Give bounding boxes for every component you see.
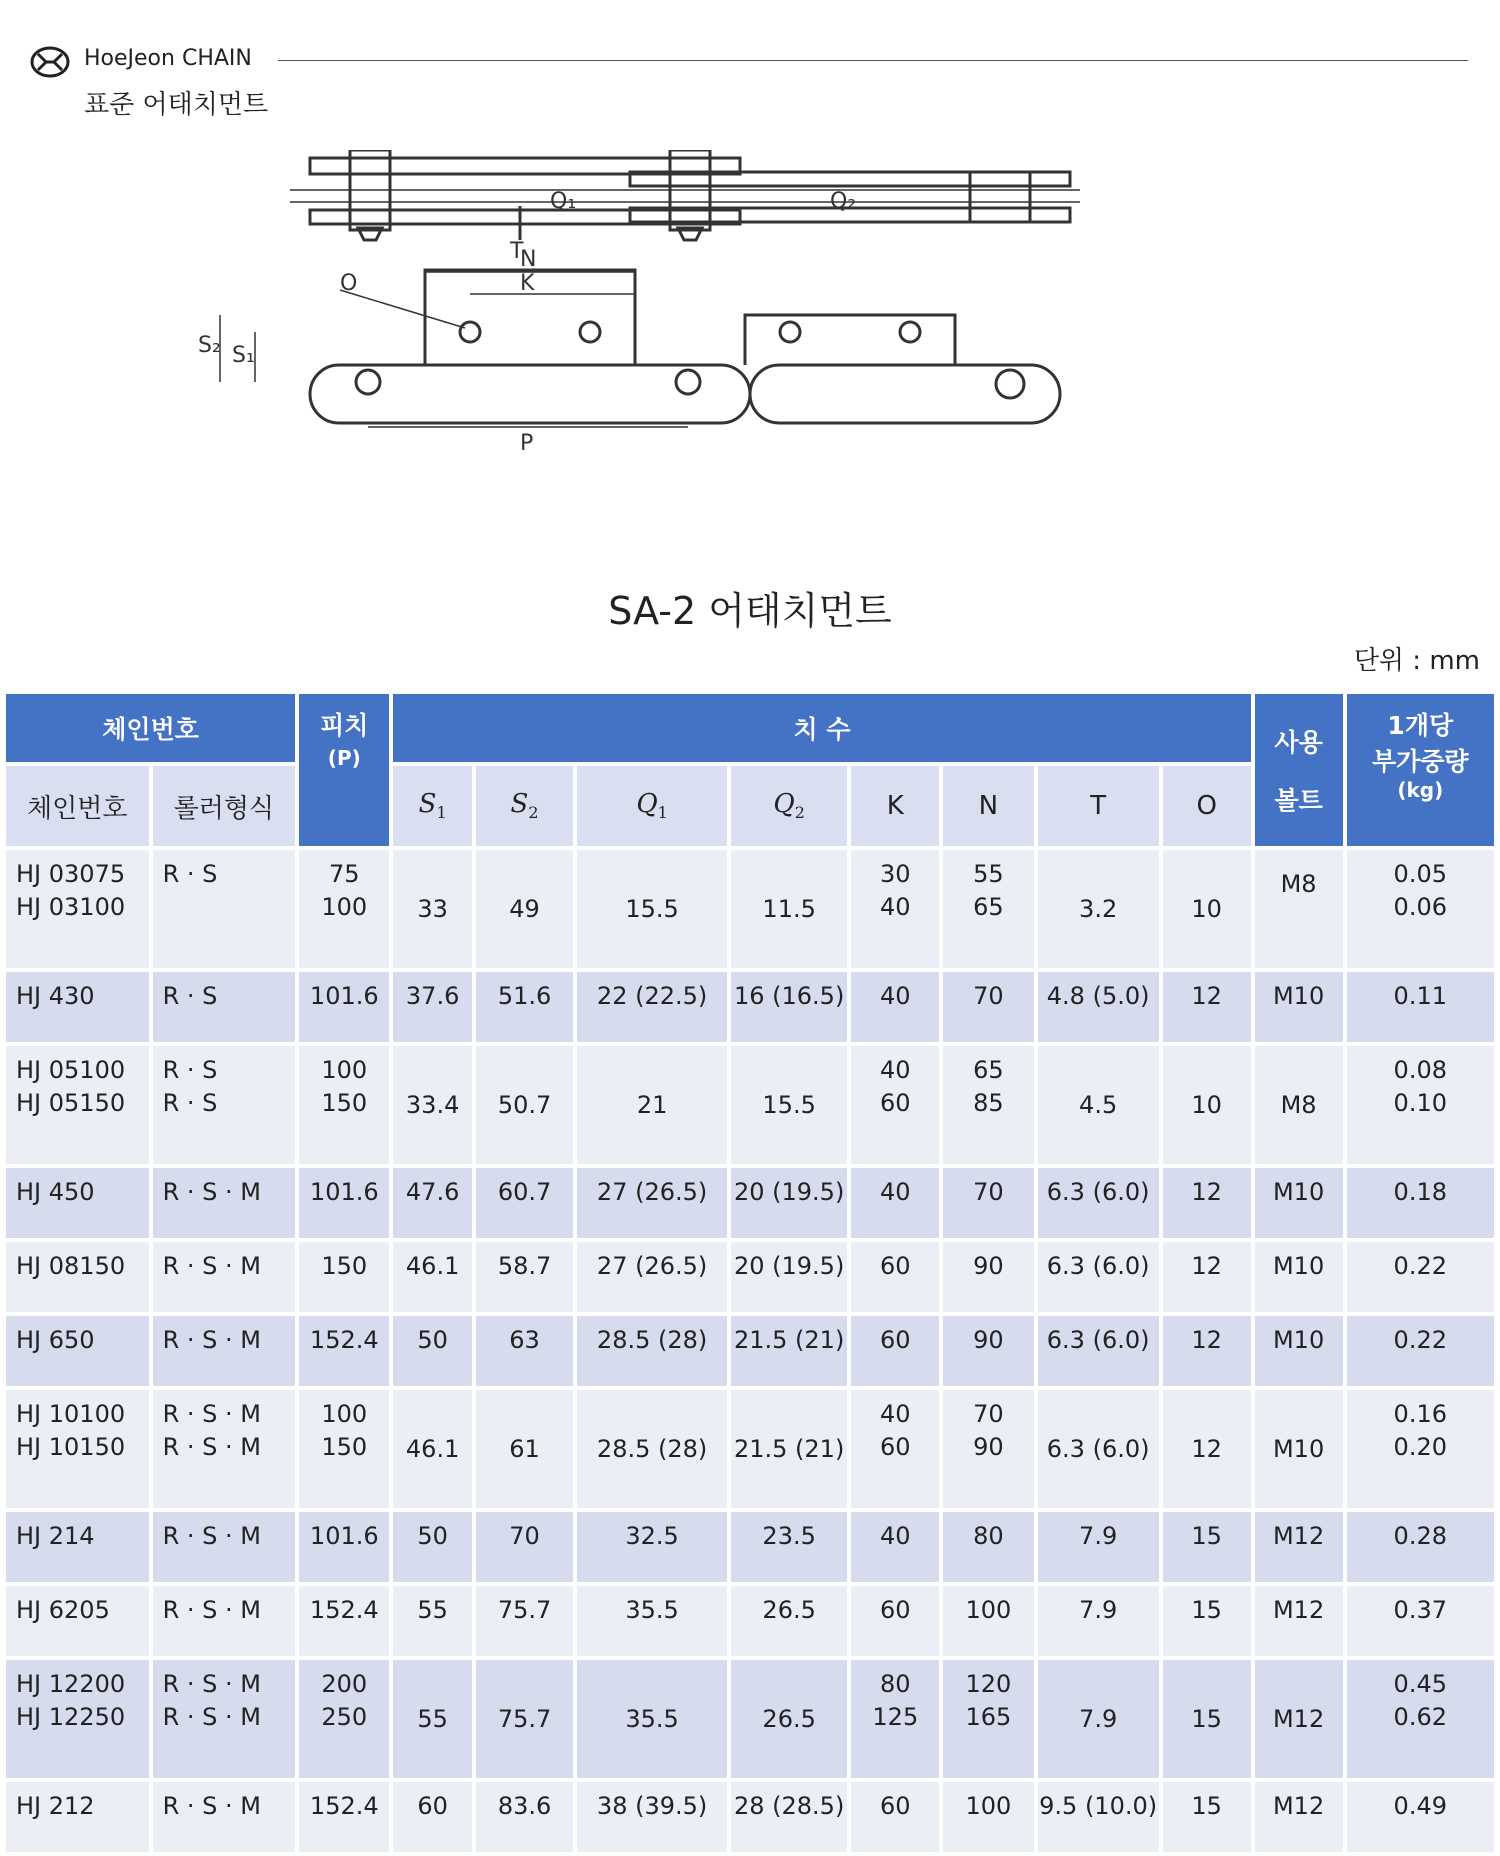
cell-pitch-line: 100 xyxy=(321,1400,368,1428)
cell-s2: 75.7 xyxy=(476,1586,573,1656)
cell-weight xyxy=(1347,1242,1494,1312)
cell-roller-line: R · S · M xyxy=(162,1252,261,1280)
table-row xyxy=(6,1660,1494,1778)
cell-chain-line: HJ 430 xyxy=(16,982,95,1010)
cell-q1: 21 xyxy=(577,1046,727,1164)
cell-q1: 32.5 xyxy=(577,1512,727,1582)
cell-chain xyxy=(6,1586,149,1656)
cell-weight xyxy=(1347,1512,1494,1582)
cell-t: 6.3 (6.0) xyxy=(1038,1390,1159,1508)
cell-pitch-line: 152.4 xyxy=(309,1596,379,1624)
table-row xyxy=(6,1782,1494,1852)
cell-roller xyxy=(153,1660,296,1778)
cell-roller-line: R · S xyxy=(162,1089,218,1117)
cell-pitch-line: 100 xyxy=(321,1056,368,1084)
cell-k-line: 40 xyxy=(880,1056,911,1084)
cell-roller-line: R · S · M xyxy=(162,1400,261,1428)
cell-bolt: M12 xyxy=(1255,1782,1343,1852)
cell-q1: 35.5 xyxy=(577,1586,727,1656)
cell-pitch-line: 152.4 xyxy=(309,1792,379,1820)
cell-k xyxy=(851,1586,939,1656)
cell-pitch xyxy=(299,1660,389,1778)
label-s2: S₂ xyxy=(198,333,221,358)
cell-n-line: 55 xyxy=(973,860,1004,888)
cell-q2: 16 (16.5) xyxy=(731,972,847,1042)
cell-k-line: 40 xyxy=(880,1400,911,1428)
cell-k xyxy=(851,1242,939,1312)
cell-s1: 47.6 xyxy=(393,1168,471,1238)
cell-weight xyxy=(1347,1660,1494,1778)
cell-chain-line: HJ 650 xyxy=(16,1326,95,1354)
cell-s1: 46.1 xyxy=(393,1390,471,1508)
cell-s1: 33.4 xyxy=(393,1046,471,1164)
cell-weight-line: 0.22 xyxy=(1393,1252,1447,1280)
cell-q2: 15.5 xyxy=(731,1046,847,1164)
cell-pitch xyxy=(299,1046,389,1164)
cell-n-line: 100 xyxy=(965,1792,1012,1820)
cell-q2: 26.5 xyxy=(731,1586,847,1656)
cell-pitch xyxy=(299,1316,389,1386)
cell-k-line: 60 xyxy=(880,1089,911,1117)
cell-n-line: 100 xyxy=(965,1596,1012,1624)
cell-pitch-line: 101.6 xyxy=(309,982,379,1010)
cell-q1: 15.5 xyxy=(577,850,727,968)
cell-chain-line: HJ 10100 xyxy=(16,1400,126,1428)
cell-t: 6.3 (6.0) xyxy=(1038,1168,1159,1238)
cell-chain-line: HJ 05100 xyxy=(16,1056,126,1084)
cell-pitch xyxy=(299,1168,389,1238)
cell-n-line: 90 xyxy=(973,1433,1004,1461)
cell-t: 7.9 xyxy=(1038,1586,1159,1656)
cell-k-line: 125 xyxy=(872,1703,919,1731)
cell-chain xyxy=(6,1390,149,1508)
cell-weight-line: 0.10 xyxy=(1393,1089,1447,1117)
cell-weight-line: 0.06 xyxy=(1393,893,1447,921)
cell-o: 12 xyxy=(1163,1316,1251,1386)
cell-chain-line: HJ 10150 xyxy=(16,1433,126,1461)
cell-s2: 51.6 xyxy=(476,972,573,1042)
cell-roller xyxy=(153,1390,296,1508)
cell-q1: 27 (26.5) xyxy=(577,1168,727,1238)
cell-pitch xyxy=(299,1782,389,1852)
cell-weight-line: 0.45 xyxy=(1393,1670,1447,1698)
header-k: K xyxy=(851,766,939,846)
cell-chain xyxy=(6,1168,149,1238)
cell-s2: 60.7 xyxy=(476,1168,573,1238)
section-title: SA-2 어태치먼트 xyxy=(608,589,892,633)
cell-roller-line: R · S xyxy=(162,982,218,1010)
cell-roller xyxy=(153,1168,296,1238)
cell-q2: 28 (28.5) xyxy=(731,1782,847,1852)
cell-o: 15 xyxy=(1163,1586,1251,1656)
cell-k xyxy=(851,1390,939,1508)
cell-q2: 21.5 (21) xyxy=(731,1390,847,1508)
label-k: K xyxy=(520,271,535,296)
header-o: O xyxy=(1163,766,1251,846)
cell-chain xyxy=(6,1046,149,1164)
cell-roller-line: R · S · M xyxy=(162,1670,261,1698)
cell-n-line: 65 xyxy=(973,1056,1004,1084)
cell-k xyxy=(851,1512,939,1582)
header-s2: $S_2$ xyxy=(476,766,573,846)
cell-bolt: M10 xyxy=(1255,1390,1343,1508)
cell-k-line: 80 xyxy=(880,1670,911,1698)
cell-bolt: M10 xyxy=(1255,1242,1343,1312)
cell-k-line: 60 xyxy=(880,1252,911,1280)
cell-q1: 35.5 xyxy=(577,1660,727,1778)
cell-n-line: 90 xyxy=(973,1252,1004,1280)
cell-t: 9.5 (10.0) xyxy=(1038,1782,1159,1852)
cell-n-line: 70 xyxy=(973,982,1004,1010)
cell-bolt: M10 xyxy=(1255,972,1343,1042)
cell-pitch xyxy=(299,1242,389,1312)
cell-t: 6.3 (6.0) xyxy=(1038,1242,1159,1312)
cell-o: 15 xyxy=(1163,1782,1251,1852)
cell-bolt: M12 xyxy=(1255,1660,1343,1778)
cell-s2: 49 xyxy=(476,850,573,968)
cell-q1: 38 (39.5) xyxy=(577,1782,727,1852)
cell-weight-line: 0.37 xyxy=(1393,1596,1447,1624)
header-roller: 롤러형식 xyxy=(153,766,296,846)
cell-s2: 61 xyxy=(476,1390,573,1508)
cell-bolt: M12 xyxy=(1255,1512,1343,1582)
cell-weight xyxy=(1347,1168,1494,1238)
header-q1: $Q_1$ xyxy=(577,766,727,846)
table-row xyxy=(6,1168,1494,1238)
cell-s2: 70 xyxy=(476,1512,573,1582)
cell-weight-line: 0.18 xyxy=(1393,1178,1447,1206)
cell-weight-line: 0.16 xyxy=(1393,1400,1447,1428)
cell-roller xyxy=(153,972,296,1042)
cell-weight xyxy=(1347,1316,1494,1386)
cell-bolt: M10 xyxy=(1255,1316,1343,1386)
table-row xyxy=(6,1046,1494,1164)
cell-o: 12 xyxy=(1163,1390,1251,1508)
header-n: N xyxy=(943,766,1033,846)
cell-pitch xyxy=(299,1512,389,1582)
cell-k-line: 40 xyxy=(880,1522,911,1550)
cell-k-line: 60 xyxy=(880,1792,911,1820)
cell-n xyxy=(943,850,1033,968)
spec-table xyxy=(2,690,1498,1856)
cell-weight-line: 0.11 xyxy=(1393,982,1447,1010)
table-row xyxy=(6,1316,1494,1386)
cell-chain-line: HJ 12250 xyxy=(16,1703,126,1731)
cell-n-line: 80 xyxy=(973,1522,1004,1550)
cell-weight-line: 0.08 xyxy=(1393,1056,1447,1084)
cell-n-line: 85 xyxy=(973,1089,1004,1117)
cell-chain xyxy=(6,1316,149,1386)
label-o: O xyxy=(340,271,358,296)
cell-weight xyxy=(1347,1782,1494,1852)
header-chain-no: 체인번호 xyxy=(6,766,149,846)
cell-roller-line: R · S xyxy=(162,1056,218,1084)
cell-roller xyxy=(153,1782,296,1852)
header-weight-line1: 1개당 xyxy=(1387,711,1454,740)
cell-n-line: 120 xyxy=(965,1670,1012,1698)
cell-n-line: 165 xyxy=(965,1703,1012,1731)
cell-chain xyxy=(6,972,149,1042)
cell-weight xyxy=(1347,1046,1494,1164)
cell-n xyxy=(943,972,1033,1042)
cell-n-line: 90 xyxy=(973,1326,1004,1354)
cell-o: 12 xyxy=(1163,1242,1251,1312)
cell-chain-line: HJ 12200 xyxy=(16,1670,126,1698)
cell-s1: 60 xyxy=(393,1782,471,1852)
label-s1: S₁ xyxy=(232,343,255,368)
cell-s2: 75.7 xyxy=(476,1660,573,1778)
header-dims: 치 수 xyxy=(393,694,1250,762)
cell-s1: 50 xyxy=(393,1512,471,1582)
cell-roller-line: R · S · M xyxy=(162,1326,261,1354)
cell-o: 10 xyxy=(1163,850,1251,968)
cell-n xyxy=(943,1782,1033,1852)
cell-roller-line: R · S · M xyxy=(162,1596,261,1624)
cell-roller xyxy=(153,1046,296,1164)
cell-pitch-line: 75 xyxy=(329,860,360,888)
cell-k-line: 40 xyxy=(880,1178,911,1206)
cell-o: 15 xyxy=(1163,1660,1251,1778)
cell-pitch xyxy=(299,1390,389,1508)
cell-q2: 26.5 xyxy=(731,1660,847,1778)
cell-chain-line: HJ 08150 xyxy=(16,1252,126,1280)
cell-roller xyxy=(153,850,296,968)
header-q2: $Q_2$ xyxy=(731,766,847,846)
hoejeon-logo-icon xyxy=(28,42,72,82)
header-weight-line2: 부가중량 xyxy=(1371,747,1469,776)
header-s1: $S_1$ xyxy=(393,766,471,846)
cell-q2: 20 (19.5) xyxy=(731,1168,847,1238)
cell-weight xyxy=(1347,972,1494,1042)
table-row xyxy=(6,1390,1494,1508)
cell-k xyxy=(851,1316,939,1386)
cell-weight-line: 0.28 xyxy=(1393,1522,1447,1550)
cell-s2: 83.6 xyxy=(476,1782,573,1852)
cell-q2: 23.5 xyxy=(731,1512,847,1582)
table-row xyxy=(6,1242,1494,1312)
cell-k xyxy=(851,1046,939,1164)
cell-chain xyxy=(6,1660,149,1778)
cell-k-line: 60 xyxy=(880,1596,911,1624)
header-bolt xyxy=(1255,694,1343,846)
attachment-diagram xyxy=(180,150,1320,570)
cell-q1: 28.5 (28) xyxy=(577,1390,727,1508)
cell-k xyxy=(851,1782,939,1852)
cell-q1: 28.5 (28) xyxy=(577,1316,727,1386)
cell-s2: 50.7 xyxy=(476,1046,573,1164)
cell-pitch-line: 150 xyxy=(321,1089,368,1117)
cell-s1: 37.6 xyxy=(393,972,471,1042)
cell-weight-line: 0.20 xyxy=(1393,1433,1447,1461)
cell-n xyxy=(943,1168,1033,1238)
cell-q2: 11.5 xyxy=(731,850,847,968)
cell-roller xyxy=(153,1316,296,1386)
cell-roller-line: R · S · M xyxy=(162,1703,261,1731)
cell-pitch-line: 152.4 xyxy=(309,1326,379,1354)
cell-k-line: 40 xyxy=(880,893,911,921)
cell-weight xyxy=(1347,850,1494,968)
cell-t: 7.9 xyxy=(1038,1512,1159,1582)
cell-s1: 55 xyxy=(393,1660,471,1778)
cell-n xyxy=(943,1660,1033,1778)
header-bolt-line1: 사용 xyxy=(1274,728,1323,757)
cell-roller xyxy=(153,1512,296,1582)
brand-name: HoeJeon CHAIN xyxy=(84,46,252,71)
cell-pitch xyxy=(299,850,389,968)
cell-t: 4.8 (5.0) xyxy=(1038,972,1159,1042)
cell-n xyxy=(943,1586,1033,1656)
label-p: P xyxy=(520,431,534,456)
header-pitch-sub: (P) xyxy=(327,746,361,770)
table-row xyxy=(6,850,1494,968)
cell-o: 15 xyxy=(1163,1512,1251,1582)
cell-pitch-line: 200 xyxy=(321,1670,368,1698)
cell-k xyxy=(851,1168,939,1238)
cell-n-line: 70 xyxy=(973,1400,1004,1428)
cell-roller xyxy=(153,1586,296,1656)
cell-pitch-line: 250 xyxy=(321,1703,368,1731)
cell-chain-line: HJ 214 xyxy=(16,1522,95,1550)
header-chain: 체인번호 xyxy=(6,694,295,762)
cell-o: 10 xyxy=(1163,1046,1251,1164)
cell-t: 3.2 xyxy=(1038,850,1159,968)
cell-n xyxy=(943,1046,1033,1164)
cell-n-line: 70 xyxy=(973,1178,1004,1206)
cell-bolt: M10 xyxy=(1255,1168,1343,1238)
cell-chain xyxy=(6,1512,149,1582)
cell-bolt: M12 xyxy=(1255,1586,1343,1656)
cell-bolt: M8 xyxy=(1255,850,1343,968)
page-header xyxy=(28,36,1468,126)
label-q1: Q₁ xyxy=(550,189,577,214)
cell-chain xyxy=(6,850,149,968)
cell-weight-line: 0.49 xyxy=(1393,1792,1447,1820)
cell-roller xyxy=(153,1242,296,1312)
cell-t: 7.9 xyxy=(1038,1660,1159,1778)
cell-k-line: 30 xyxy=(880,860,911,888)
cell-pitch xyxy=(299,1586,389,1656)
header-bolt-line2: 볼트 xyxy=(1274,786,1323,815)
cell-q1: 22 (22.5) xyxy=(577,972,727,1042)
cell-chain-line: HJ 212 xyxy=(16,1792,95,1820)
cell-q2: 20 (19.5) xyxy=(731,1242,847,1312)
cell-k-line: 60 xyxy=(880,1326,911,1354)
cell-roller-line: R · S xyxy=(162,860,218,888)
cell-s2: 63 xyxy=(476,1316,573,1386)
cell-weight xyxy=(1347,1586,1494,1656)
cell-s2: 58.7 xyxy=(476,1242,573,1312)
cell-s1: 55 xyxy=(393,1586,471,1656)
cell-s1: 33 xyxy=(393,850,471,968)
unit-label: 단위 : mm xyxy=(1353,646,1480,676)
cell-roller-line: R · S · M xyxy=(162,1522,261,1550)
header-pitch-label: 피치 xyxy=(320,711,369,740)
cell-k xyxy=(851,850,939,968)
cell-n xyxy=(943,1390,1033,1508)
cell-weight-line: 0.62 xyxy=(1393,1703,1447,1731)
header-divider xyxy=(278,60,1468,61)
cell-weight-line: 0.22 xyxy=(1393,1326,1447,1354)
cell-s1: 46.1 xyxy=(393,1242,471,1312)
cell-roller-line: R · S · M xyxy=(162,1178,261,1206)
cell-k-line: 40 xyxy=(880,982,911,1010)
header-weight-line3: (kg) xyxy=(1397,778,1444,802)
cell-chain xyxy=(6,1242,149,1312)
cell-o: 12 xyxy=(1163,972,1251,1042)
cell-pitch-line: 150 xyxy=(321,1252,368,1280)
cell-n-line: 65 xyxy=(973,893,1004,921)
cell-n xyxy=(943,1512,1033,1582)
cell-bolt: M8 xyxy=(1255,1046,1343,1164)
label-q2: Q₂ xyxy=(830,189,857,214)
cell-chain-line: HJ 6205 xyxy=(16,1596,110,1624)
table-body xyxy=(6,850,1494,1852)
cell-q2: 21.5 (21) xyxy=(731,1316,847,1386)
cell-roller-line: R · S · M xyxy=(162,1792,261,1820)
cell-pitch-line: 101.6 xyxy=(309,1522,379,1550)
cell-n xyxy=(943,1316,1033,1386)
label-n: N xyxy=(520,247,537,272)
cell-n xyxy=(943,1242,1033,1312)
cell-weight xyxy=(1347,1390,1494,1508)
cell-chain-line: HJ 05150 xyxy=(16,1089,126,1117)
cell-chain-line: HJ 03075 xyxy=(16,860,126,888)
cell-chain-line: HJ 450 xyxy=(16,1178,95,1206)
table-row xyxy=(6,1586,1494,1656)
cell-pitch-line: 101.6 xyxy=(309,1178,379,1206)
cell-o: 12 xyxy=(1163,1168,1251,1238)
cell-chain-line: HJ 03100 xyxy=(16,893,126,921)
cell-s1: 50 xyxy=(393,1316,471,1386)
page-subtitle: 표준 어태치먼트 xyxy=(84,90,269,120)
label-t: T xyxy=(510,239,524,264)
cell-pitch xyxy=(299,972,389,1042)
cell-roller-line: R · S · M xyxy=(162,1433,261,1461)
cell-chain xyxy=(6,1782,149,1852)
cell-t: 6.3 (6.0) xyxy=(1038,1316,1159,1386)
cell-weight-line: 0.05 xyxy=(1393,860,1447,888)
cell-k xyxy=(851,1660,939,1778)
cell-pitch-line: 100 xyxy=(321,893,368,921)
table-row xyxy=(6,1512,1494,1582)
cell-q1: 27 (26.5) xyxy=(577,1242,727,1312)
cell-pitch-line: 150 xyxy=(321,1433,368,1461)
cell-t: 4.5 xyxy=(1038,1046,1159,1164)
cell-k xyxy=(851,972,939,1042)
header-weight xyxy=(1347,694,1494,846)
table-row xyxy=(6,972,1494,1042)
cell-k-line: 60 xyxy=(880,1433,911,1461)
header-pitch xyxy=(299,694,389,846)
header-t: T xyxy=(1038,766,1159,846)
